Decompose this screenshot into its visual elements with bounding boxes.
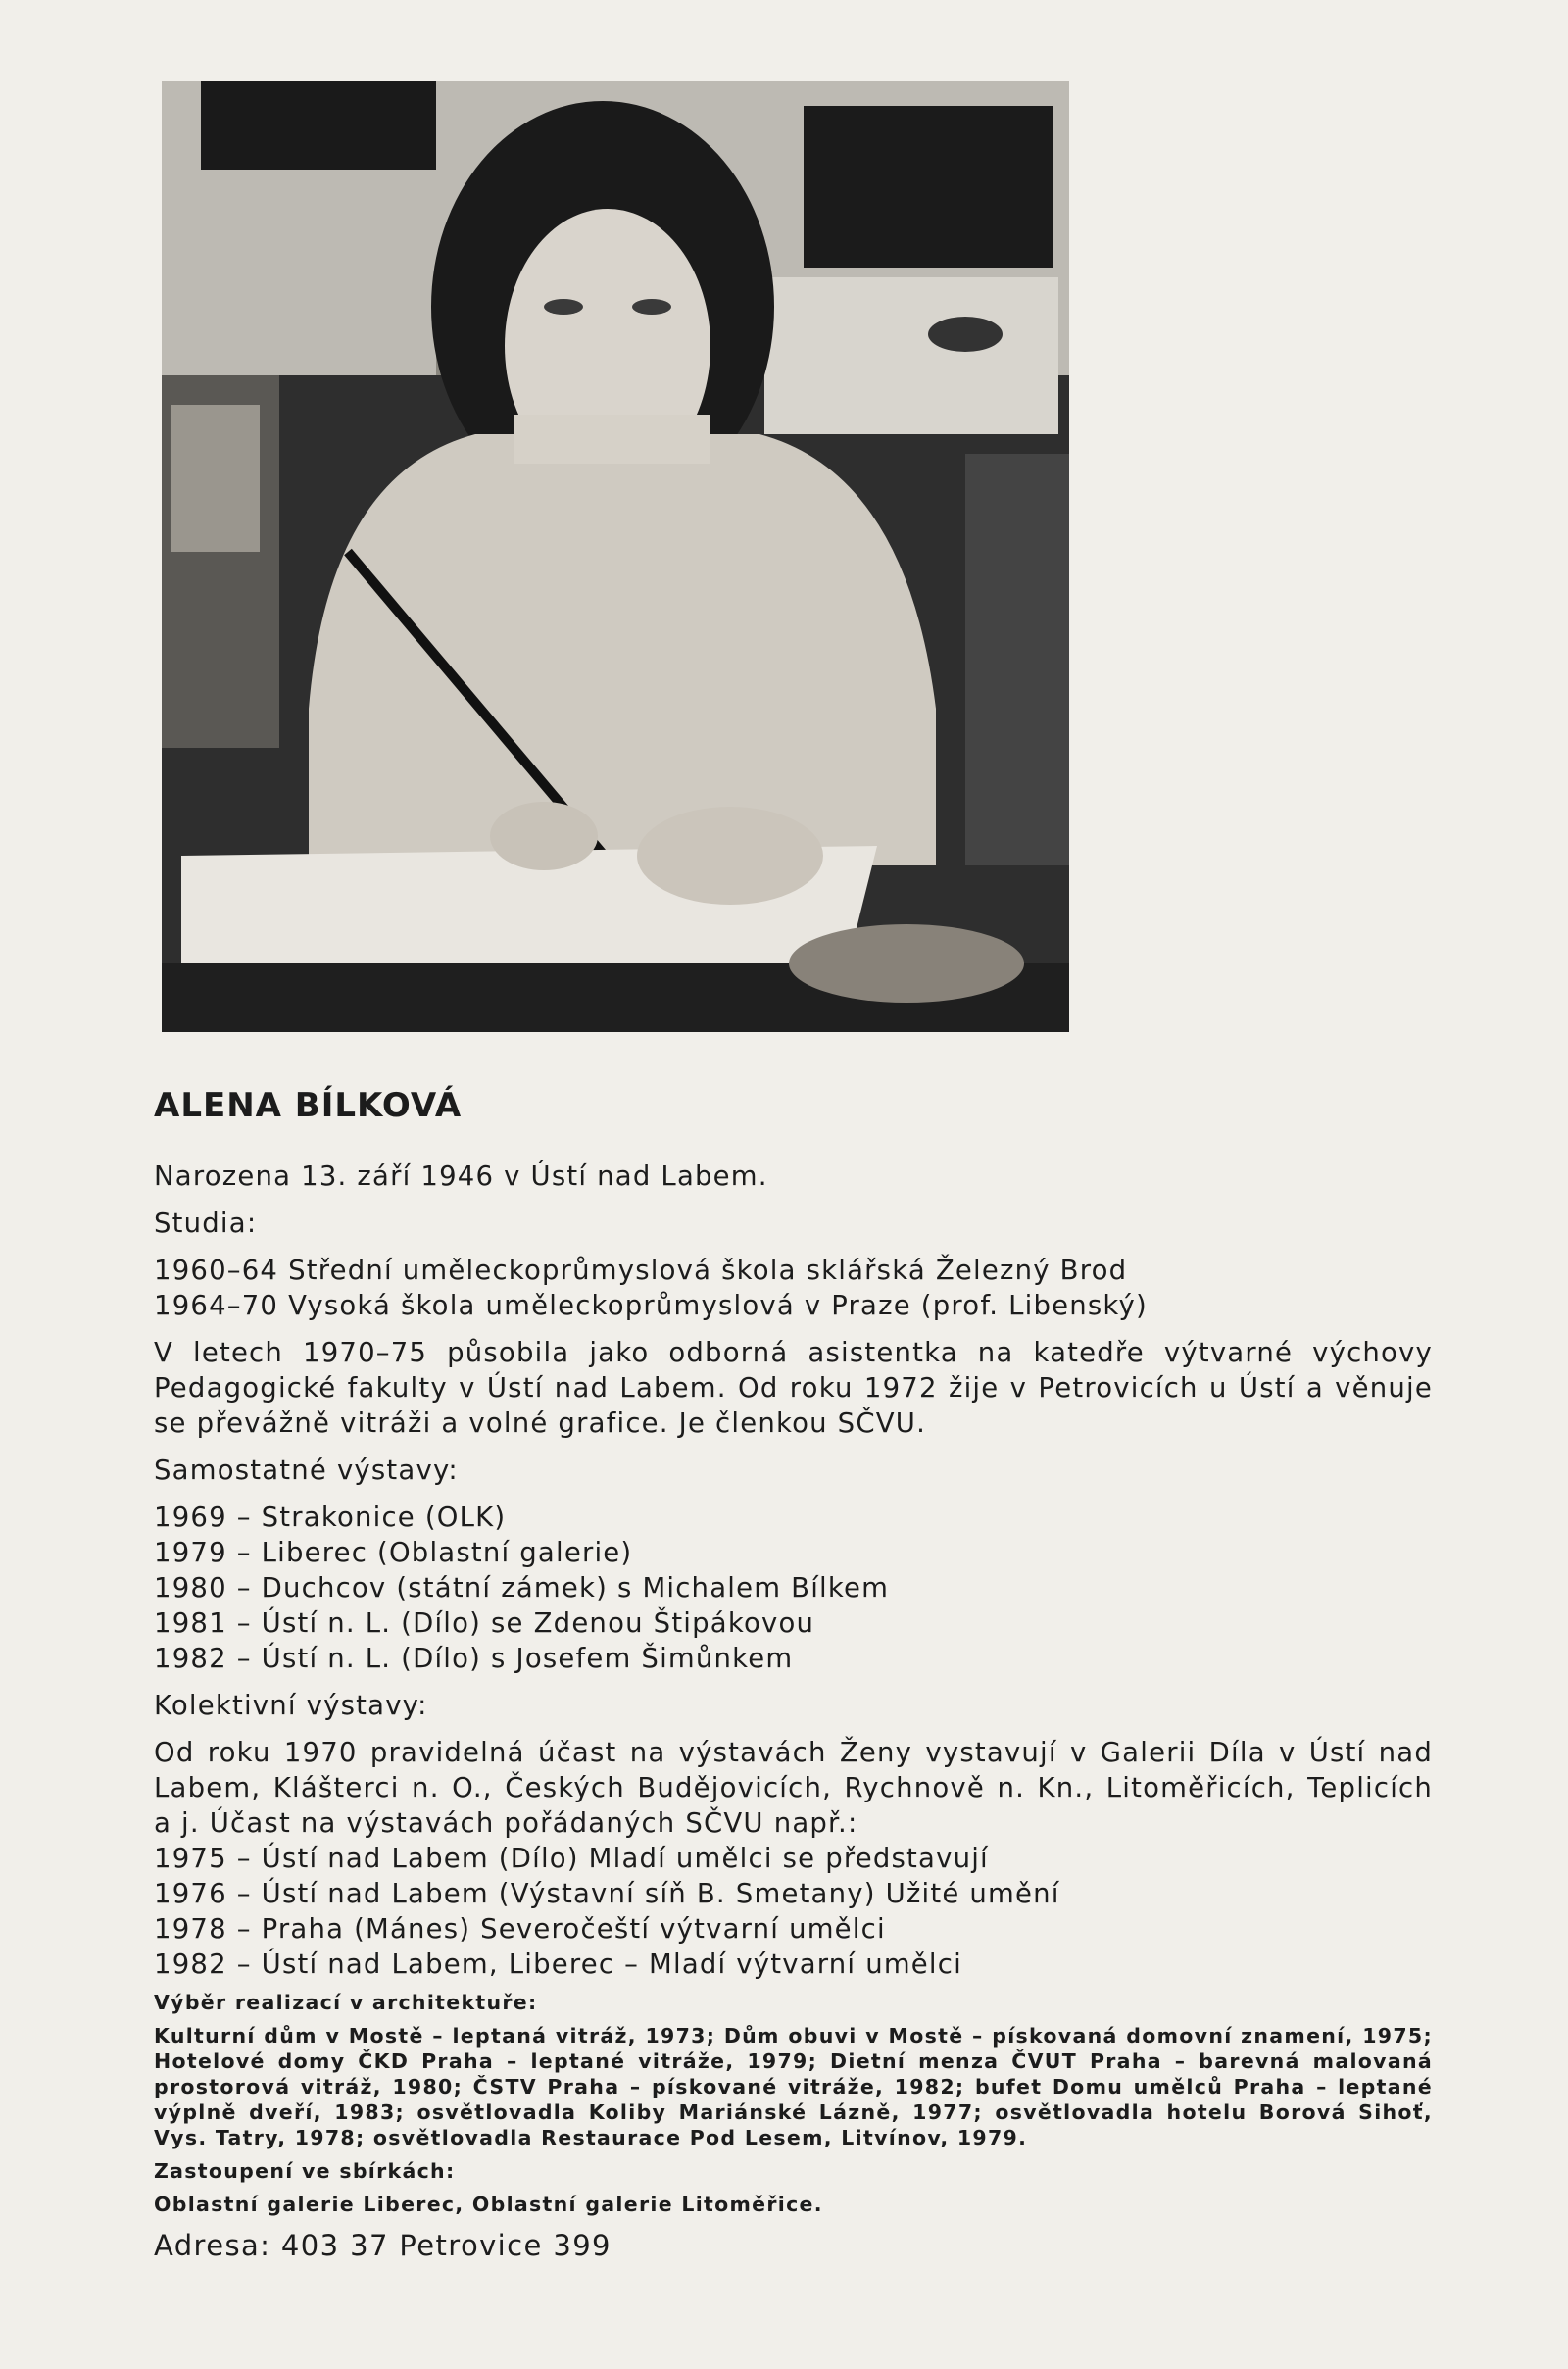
studies-item: 1960–64 Střední uměleckoprůmyslová škola sklářská Železný Brod — [154, 1255, 1128, 1286]
studies-list — [154, 1253, 1433, 1323]
solo-exhibition-item: 1969 – Strakonice (OLK) — [154, 1502, 507, 1533]
group-exhibition-item: 1976 – Ústí nad Labem (Výstavní síň B. Smetany) Užité umění — [154, 1878, 1060, 1909]
birth-info: Narozena 13. září 1946 v Ústí nad Labem. — [154, 1160, 768, 1192]
group-exhibition-item: 1982 – Ústí nad Labem, Liberec – Mladí výtvarní umělci — [154, 1949, 962, 1980]
solo-exhibitions-list — [154, 1500, 1433, 1676]
solo-exhibition-item: 1982 – Ústí n. L. (Dílo) s Josefem Šimůnkem — [154, 1643, 794, 1674]
collections-heading: Zastoupení ve sbírkách: — [154, 2159, 456, 2183]
portrait-photo-icon — [162, 81, 1069, 1032]
group-exhibition-item: 1978 – Praha (Mánes) Severočeští výtvarní umělci — [154, 1913, 886, 1945]
group-exhibition-item: 1975 – Ústí nad Labem (Dílo) Mladí umělci se představují — [154, 1843, 989, 1874]
architecture-heading: Výběr realizací v architektuře: — [154, 1991, 538, 2014]
collections-list: Oblastní galerie Liberec, Oblastní galerie Litoměřice. — [154, 2193, 823, 2216]
solo-exhibitions-heading: Samostatné výstavy: — [154, 1455, 459, 1486]
group-exhibitions-list — [154, 1841, 1433, 1982]
solo-exhibition-item: 1980 – Duchcov (státní zámek) s Michalem Bílkem — [154, 1572, 890, 1604]
portrait-photo — [162, 81, 1069, 1032]
address: Adresa: 403 37 Petrovice 399 — [154, 2229, 612, 2262]
solo-exhibition-item: 1981 – Ústí n. L. (Dílo) se Zdenou Štipákovou — [154, 1607, 815, 1639]
biography — [154, 1086, 1433, 2264]
career-paragraph: V letech 1970–75 působila jako odborná asistentka na katedře výtvarné výchovy Pedagogické fakulty v Ústí nad Labem. Od roku 1972 žije v Petrovicích u Ústí a věnuje se převážně vitráži a volné grafice. Je členkou SČVU. — [154, 1337, 1433, 1439]
group-exhibitions-intro: Od roku 1970 pravidelná účast na výstavách Ženy vystavují v Galerii Díla v Ústí nad Labem, Klášterci n. O., Českých Budějovicích, Rychnově n. Kn., Litoměřicích, Teplicích a j. Účast na výstavách pořádaných SČVU např.: — [154, 1737, 1433, 1839]
solo-exhibition-item: 1979 – Liberec (Oblastní galerie) — [154, 1537, 633, 1568]
architecture-list: Kulturní dům v Mostě – leptaná vitráž, 1973; Dům obuvi v Mostě – pískovaná domovní znamení, 1975; Hotelové domy ČKD Praha – leptané vitráže, 1979; Dietní menza ČVUT Praha – barevná malovaná prostorová vitráž, 1980; ČSTV Praha – pískované vitráže, 1982; bufet Domu umělců Praha – leptané výplně dveří, 1983; osvětlovadla Koliby Mariánské Lázně, 1977; osvětlovadla hotelu Borová Sihoť, Vys. Tatry, 1978; osvětlovadla Restaurace Pod Lesem, Litvínov, 1979. — [154, 2024, 1433, 2149]
group-exhibitions-heading: Kolektivní výstavy: — [154, 1690, 428, 1721]
artist-name: ALENA BÍLKOVÁ — [154, 1086, 463, 1125]
studies-item: 1964–70 Vysoká škola uměleckoprůmyslová v Praze (prof. Libenský) — [154, 1290, 1148, 1321]
studies-heading: Studia: — [154, 1208, 258, 1239]
